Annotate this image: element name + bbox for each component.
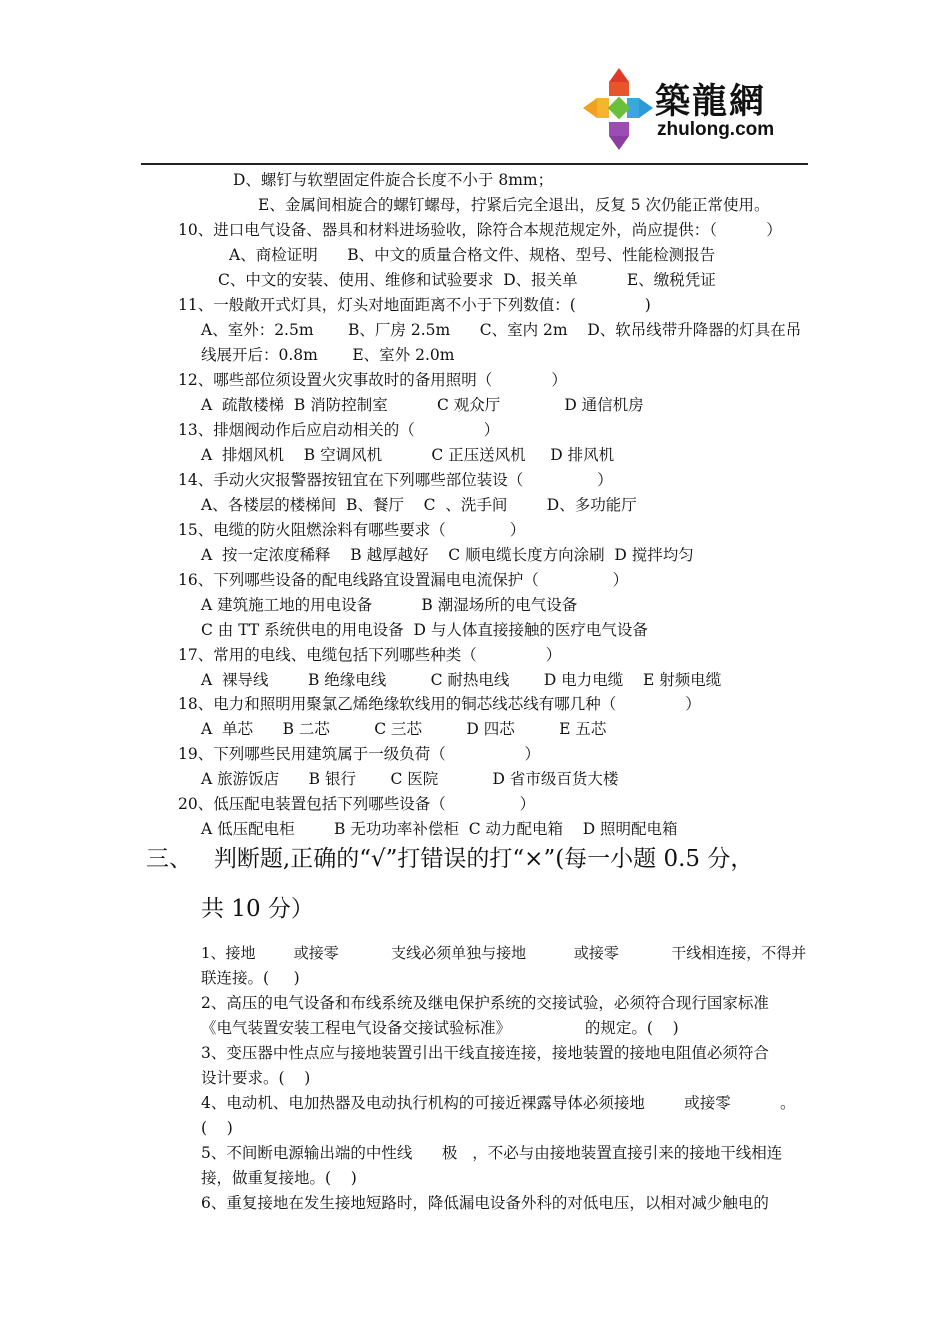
question-line: 17、常用的电线、电缆包括下列哪些种类（ ） xyxy=(178,646,562,664)
question-line: A 单芯 B 二芯 C 三芯 D 四芯 E 五芯 xyxy=(201,720,607,738)
judge-line: 4、电动机、电加热器及电动执行机构的可接近裸露导体必须接地 或接零 。 xyxy=(201,1094,796,1112)
judge-line: 5、不间断电源输出端的中性线 极 ，不必与由接地装置直接引来的接地干线相连 xyxy=(201,1144,783,1162)
logo-domain: zhulong.com xyxy=(657,119,775,140)
question-line: A 按一定浓度稀释 B 越厚越好 C 顺电缆长度方向涂刷 D 搅拌均匀 xyxy=(201,546,694,564)
question-line: A 建筑施工地的用电设备 B 潮湿场所的电气设备 xyxy=(201,596,578,614)
question-line: 15、电缆的防火阻燃涂料有哪些要求（ ） xyxy=(178,521,526,539)
section-title-cont: 共 10 分） xyxy=(201,896,314,922)
question-line: 16、下列哪些设备的配电线路宜设置漏电电流保护（ ） xyxy=(178,571,629,589)
question-line: C、中文的安装、使用、维修和试验要求 D、报关单 E、缴税凭证 xyxy=(218,271,716,289)
judge-line: 3、变压器中性点应与接地装置引出干线直接连接，接地装置的接地电阻值必须符合 xyxy=(201,1044,769,1062)
judge-line: 《电气装置安装工程电气设备交接试验标准》 的规定。( ) xyxy=(201,1019,679,1037)
flower-icon xyxy=(583,68,653,150)
logo-chinese-name: 築龍網 xyxy=(655,82,767,122)
judge-line: 接，做重复接地。( ) xyxy=(201,1169,357,1187)
question-line: 12、哪些部位须设置火灾事故时的备用照明（ ） xyxy=(178,371,567,389)
question-line: A 疏散楼梯 B 消防控制室 C 观众厅 D 通信机房 xyxy=(201,396,644,414)
zhulong-logo xyxy=(583,66,783,156)
question-line: 线展开后：0.8m E、室外 2.0m xyxy=(201,346,455,364)
question-line: C 由 TT 系统供电的用电设备 D 与人体直接接触的医疗电气设备 xyxy=(201,621,648,639)
judge-line: 2、高压的电气设备和布线系统及继电保护系统的交接试验，必须符合现行国家标准 xyxy=(201,994,769,1012)
judge-line: 1、接地 或接零 支线必须单独与接地 或接零 干线相连接，不得并 xyxy=(201,944,807,962)
question-line: A 低压配电柜 B 无功功率补偿柜 C 动力配电箱 D 照明配电箱 xyxy=(201,820,678,838)
question-line: A 排烟风机 B 空调风机 C 正压送风机 D 排风机 xyxy=(201,446,615,464)
judge-line: 设计要求。( ) xyxy=(201,1069,311,1087)
question-line: 20、低压配电装置包括下列哪些设备（ ） xyxy=(178,795,536,813)
question-line: 13、排烟阀动作后应启动相关的（ ） xyxy=(178,421,500,439)
question-line: A 裸导线 B 绝缘电线 C 耐热电线 D 电力电缆 E 射频电缆 xyxy=(201,671,722,689)
question-line: 10、进口电气设备、器具和材料进场验收，除符合本规范规定外，尚应提供：（ ） xyxy=(178,221,782,239)
header-rule xyxy=(141,163,808,165)
question-line: 19、下列哪些民用建筑属于一级负荷（ ） xyxy=(178,745,541,763)
question-line: A、商检证明 B、中文的质量合格文件、规格、型号、性能检测报告 xyxy=(229,246,716,264)
question-line: A 旅游饭店 B 银行 C 医院 D 省市级百货大楼 xyxy=(201,770,619,788)
question-line: 14、手动火灾报警器按钮宜在下列哪些部位装设（ ） xyxy=(178,471,613,489)
question-line: 11、一般敞开式灯具，灯头对地面距离不小于下列数值：( ) xyxy=(178,296,651,314)
question-line: E、金属间相旋合的螺钉螺母，拧紧后完全退出，反复 5 次仍能正常使用。 xyxy=(258,196,770,214)
judge-line: 联连接。( ) xyxy=(201,969,300,987)
question-line: A、各楼层的楼梯间 B、餐厅 C 、洗手间 D、多功能厅 xyxy=(201,496,637,514)
section-title: 三、 判断题,正确的“√”打错误的打“×”(每一小题 0.5 分， xyxy=(146,846,754,872)
judge-line: 6、重复接地在发生接地短路时，降低漏电设备外科的对低电压，以相对减少触电的 xyxy=(201,1194,769,1212)
question-line: A、室外：2.5m B、厂房 2.5m C、室内 2m D、软吊线带升降器的灯具在吊 xyxy=(201,321,802,339)
question-line: 18、电力和照明用聚氯乙烯绝缘软线用的铜芯线芯线有哪几种（ ） xyxy=(178,695,701,713)
question-line: D、螺钉与软塑固定件旋合长度不小于 8mm； xyxy=(233,171,554,189)
judge-line: ( ) xyxy=(201,1119,233,1137)
